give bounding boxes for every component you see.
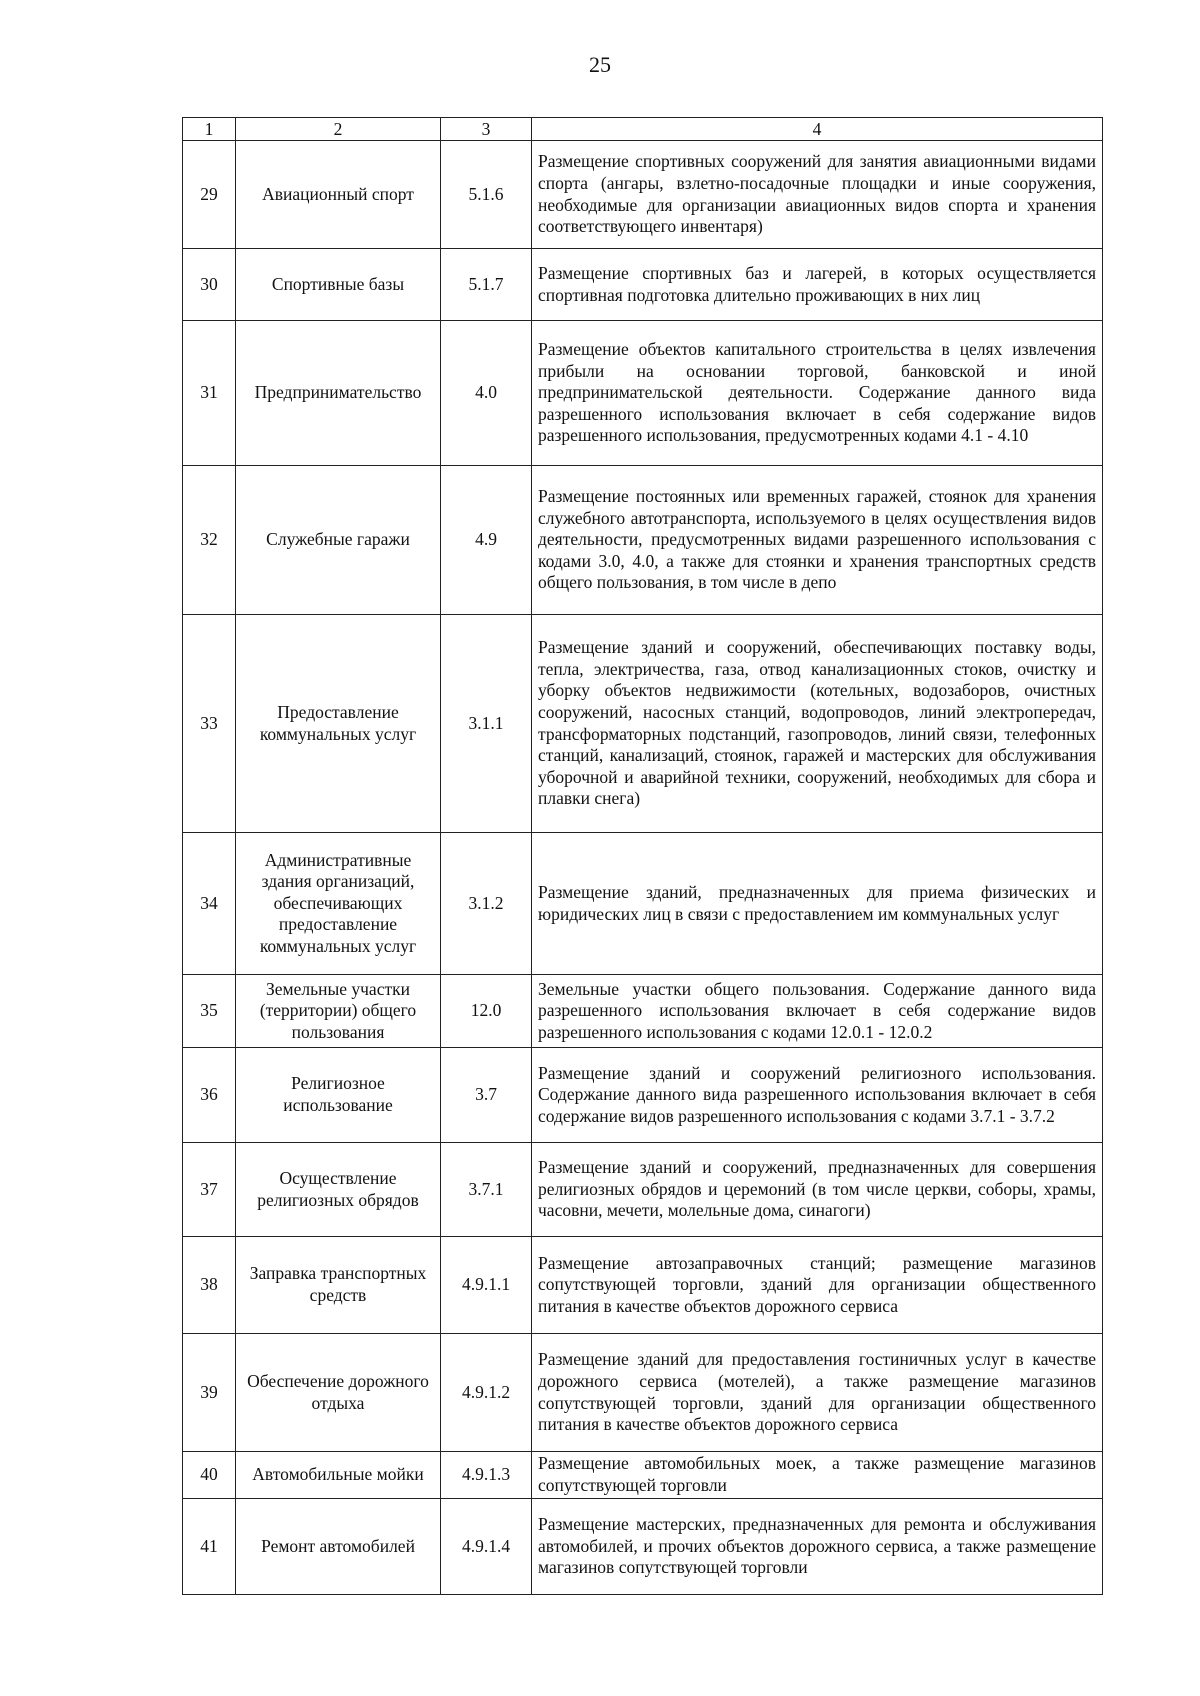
use-type-name: Спортивные базы xyxy=(236,249,441,321)
use-type-code: 5.1.7 xyxy=(441,249,532,321)
table-row xyxy=(183,1334,1103,1452)
use-type-name: Авиационный спорт xyxy=(236,141,441,249)
header-row xyxy=(183,118,1103,141)
row-number: 30 xyxy=(183,249,236,321)
use-type-code: 4.9 xyxy=(441,466,532,615)
use-type-name: Религиозное использование xyxy=(236,1048,441,1143)
table-row xyxy=(183,1143,1103,1237)
use-type-description: Земельные участки общего пользования. Содержание данного вида разрешенного использования включает в себя содержание видов разрешенного использования с кодами 12.0.1 - 12.0.2 xyxy=(532,975,1103,1048)
use-type-code: 3.1.1 xyxy=(441,615,532,833)
use-type-code: 4.9.1.4 xyxy=(441,1499,532,1595)
use-type-code: 4.9.1.1 xyxy=(441,1237,532,1334)
table-row xyxy=(183,1237,1103,1334)
use-type-description: Размещение мастерских, предназначенных для ремонта и обслуживания автомобилей, и прочих объектов дорожного сервиса, а также размещение магазинов сопутствующей торговли xyxy=(532,1499,1103,1595)
table-row xyxy=(183,321,1103,466)
row-number: 36 xyxy=(183,1048,236,1143)
table-row xyxy=(183,1048,1103,1143)
page-number: 25 xyxy=(589,52,611,77)
use-type-description: Размещение зданий и сооружений, предназначенных для совершения религиозных обрядов и церемоний (в том числе церкви, соборы, храмы, часовни, мечети, молельные дома, синагоги) xyxy=(532,1143,1103,1237)
use-type-code: 5.1.6 xyxy=(441,141,532,249)
use-type-code: 4.0 xyxy=(441,321,532,466)
use-type-name: Заправка транспортных средств xyxy=(236,1237,441,1334)
land-use-table xyxy=(182,117,1103,1595)
table-row xyxy=(183,141,1103,249)
row-number: 38 xyxy=(183,1237,236,1334)
row-number: 37 xyxy=(183,1143,236,1237)
use-type-name: Земельные участки (территории) общего пользования xyxy=(236,975,441,1048)
column-header-number: 1 xyxy=(183,118,236,141)
use-type-description: Размещение зданий для предоставления гостиничных услуг в качестве дорожного сервиса (мотелей), а также размещение магазинов сопутствующей торговли, зданий для организации общественного питания в качестве объектов дорожного сервиса xyxy=(532,1334,1103,1452)
row-number: 29 xyxy=(183,141,236,249)
use-type-code: 3.1.2 xyxy=(441,833,532,975)
use-type-description: Размещение зданий и сооружений религиозного использования. Содержание данного вида разрешенного использования включает в себя содержание видов разрешенного использования с кодами 3.7.1 - 3.7.2 xyxy=(532,1048,1103,1143)
use-type-name: Предоставление коммунальных услуг xyxy=(236,615,441,833)
use-type-code: 4.9.1.3 xyxy=(441,1452,532,1499)
table-row xyxy=(183,833,1103,975)
use-type-description: Размещение автомобильных моек, а также размещение магазинов сопутствующей торговли xyxy=(532,1452,1103,1499)
use-type-name: Предпринимательство xyxy=(236,321,441,466)
use-type-code: 12.0 xyxy=(441,975,532,1048)
use-type-description: Размещение спортивных баз и лагерей, в которых осуществляется спортивная подготовка длительно проживающих в них лиц xyxy=(532,249,1103,321)
row-number: 35 xyxy=(183,975,236,1048)
table-row xyxy=(183,249,1103,321)
use-type-name: Служебные гаражи xyxy=(236,466,441,615)
use-type-code: 3.7.1 xyxy=(441,1143,532,1237)
use-type-description: Размещение автозаправочных станций; размещение магазинов сопутствующей торговли, зданий для организации общественного питания в качестве объектов дорожного сервиса xyxy=(532,1237,1103,1334)
row-number: 41 xyxy=(183,1499,236,1595)
use-type-name: Административные здания организаций, обеспечивающих предоставление коммунальных услуг xyxy=(236,833,441,975)
use-type-description: Размещение зданий, предназначенных для приема физических и юридических лиц в связи с предоставлением им коммунальных услуг xyxy=(532,833,1103,975)
use-type-name: Осуществление религиозных обрядов xyxy=(236,1143,441,1237)
table-row xyxy=(183,615,1103,833)
use-type-name: Ремонт автомобилей xyxy=(236,1499,441,1595)
table-row xyxy=(183,1499,1103,1595)
use-type-description: Размещение постоянных или временных гаражей, стоянок для хранения служебного автотранспорта, используемого в целях осуществления видов деятельности, предусмотренных видами разрешенного использования с кодами 3.0, 4.0, а также для стоянки и хранения транспортных средств общего пользования, в том числе в депо xyxy=(532,466,1103,615)
use-type-description: Размещение зданий и сооружений, обеспечивающих поставку воды, тепла, электричества, газа, отвод канализационных стоков, очистку и уборку объектов недвижимости (котельных, водозаборов, очистных сооружений, насосных станций, водопроводов, линий электропередач, трансформаторных подстанций, газопроводов, линий связи, телефонных станций, канализаций, стоянок, гаражей и мастерских для обслуживания уборочной и аварийной техники, сооружений, необходимых для сбора и плавки снега) xyxy=(532,615,1103,833)
row-number: 34 xyxy=(183,833,236,975)
table-row xyxy=(183,466,1103,615)
column-header-name: 2 xyxy=(236,118,441,141)
use-type-code: 4.9.1.2 xyxy=(441,1334,532,1452)
row-number: 31 xyxy=(183,321,236,466)
column-header-code: 3 xyxy=(441,118,532,141)
use-type-description: Размещение объектов капитального строительства в целях извлечения прибыли на основании торговой, банковской и иной предпринимательской деятельности. Содержание данного вида разрешенного использования включает в себя содержание видов разрешенного использования, предусмотренных кодами 4.1 - 4.10 xyxy=(532,321,1103,466)
table-row xyxy=(183,975,1103,1048)
table-row xyxy=(183,1452,1103,1499)
use-type-name: Обеспечение дорожного отдыха xyxy=(236,1334,441,1452)
row-number: 33 xyxy=(183,615,236,833)
row-number: 40 xyxy=(183,1452,236,1499)
use-type-name: Автомобильные мойки xyxy=(236,1452,441,1499)
column-header-description: 4 xyxy=(532,118,1103,141)
use-type-code: 3.7 xyxy=(441,1048,532,1143)
row-number: 32 xyxy=(183,466,236,615)
use-type-description: Размещение спортивных сооружений для занятия авиационными видами спорта (ангары, взлетно-посадочные площадки и иные сооружения, необходимые для организации авиационных видов спорта и хранения соответствующего инвентаря) xyxy=(532,141,1103,249)
row-number: 39 xyxy=(183,1334,236,1452)
